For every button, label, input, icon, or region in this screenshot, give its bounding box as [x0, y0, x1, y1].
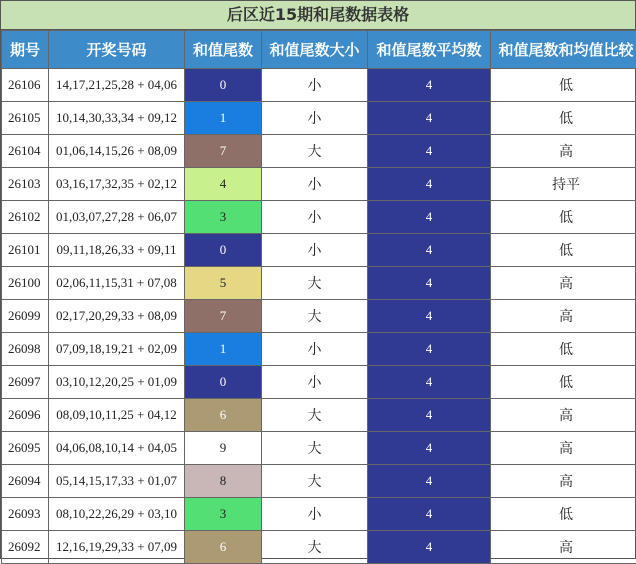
cell-size: 小 — [262, 333, 368, 366]
cell-avg: 4 — [368, 300, 491, 333]
cell-avg: 4 — [368, 432, 491, 465]
table-row — [2, 135, 636, 168]
cell-tail: 0 — [185, 366, 262, 399]
cell-avg: 4 — [368, 399, 491, 432]
cell-compare: 高 — [491, 465, 636, 498]
cell-compare: 高 — [491, 531, 636, 564]
cell-tail: 0 — [185, 69, 262, 102]
cell-size: 小 — [262, 102, 368, 135]
cell-issue: 26093 — [2, 498, 49, 531]
cell-size: 大 — [262, 399, 368, 432]
cell-tail: 3 — [185, 498, 262, 531]
cell-size: 小 — [262, 168, 368, 201]
header-row — [2, 31, 636, 69]
cell-tail: 4 — [185, 168, 262, 201]
cell-compare: 高 — [491, 135, 636, 168]
table-row — [2, 498, 636, 531]
cell-size: 小 — [262, 201, 368, 234]
cell-numbers: 05,14,15,17,33 + 01,07 — [49, 465, 185, 498]
table-row — [2, 333, 636, 366]
data-table — [1, 30, 636, 564]
cell-compare: 低 — [491, 498, 636, 531]
cell-tail: 6 — [185, 531, 262, 564]
cell-avg: 4 — [368, 168, 491, 201]
cell-compare: 高 — [491, 267, 636, 300]
cell-compare: 低 — [491, 234, 636, 267]
cell-issue: 26095 — [2, 432, 49, 465]
cell-numbers: 01,06,14,15,26 + 08,09 — [49, 135, 185, 168]
cell-tail: 1 — [185, 102, 262, 135]
cell-size: 大 — [262, 531, 368, 564]
header-size: 和值尾数大小 — [262, 31, 368, 69]
cell-numbers: 02,17,20,29,33 + 08,09 — [49, 300, 185, 333]
cell-compare: 低 — [491, 366, 636, 399]
table-row — [2, 300, 636, 333]
cell-avg: 4 — [368, 102, 491, 135]
cell-numbers: 14,17,21,25,28 + 04,06 — [49, 69, 185, 102]
cell-issue: 26101 — [2, 234, 49, 267]
header-avg: 和值尾数平均数 — [368, 31, 491, 69]
cell-size: 大 — [262, 267, 368, 300]
cell-issue: 26104 — [2, 135, 49, 168]
table-title: 后区近15期和尾数据表格 — [1, 1, 635, 30]
table-row — [2, 102, 636, 135]
cell-tail: 9 — [185, 432, 262, 465]
header-compare: 和值尾数和均值比较 — [491, 31, 636, 69]
cell-compare: 低 — [491, 69, 636, 102]
cell-numbers: 02,06,11,15,31 + 07,08 — [49, 267, 185, 300]
cell-numbers: 03,10,12,20,25 + 01,09 — [49, 366, 185, 399]
cell-compare: 低 — [491, 201, 636, 234]
cell-size: 大 — [262, 300, 368, 333]
cell-numbers: 12,16,19,29,33 + 07,09 — [49, 531, 185, 564]
cell-avg: 4 — [368, 333, 491, 366]
cell-avg: 4 — [368, 531, 491, 564]
cell-avg: 4 — [368, 498, 491, 531]
header-numbers: 开奖号码 — [49, 31, 185, 69]
table-row — [2, 69, 636, 102]
cell-avg: 4 — [368, 234, 491, 267]
cell-issue: 26100 — [2, 267, 49, 300]
cell-tail: 1 — [185, 333, 262, 366]
cell-issue: 26105 — [2, 102, 49, 135]
cell-numbers: 10,14,30,33,34 + 09,12 — [49, 102, 185, 135]
table-row — [2, 234, 636, 267]
cell-size: 小 — [262, 366, 368, 399]
cell-tail: 7 — [185, 135, 262, 168]
cell-avg: 4 — [368, 267, 491, 300]
cell-compare: 高 — [491, 399, 636, 432]
cell-tail: 3 — [185, 201, 262, 234]
cell-issue: 26098 — [2, 333, 49, 366]
cell-issue: 26099 — [2, 300, 49, 333]
cell-tail: 0 — [185, 234, 262, 267]
table-row — [2, 465, 636, 498]
cell-tail: 6 — [185, 399, 262, 432]
table-row — [2, 267, 636, 300]
cell-issue: 26094 — [2, 465, 49, 498]
cell-numbers: 04,06,08,10,14 + 04,05 — [49, 432, 185, 465]
cell-tail: 7 — [185, 300, 262, 333]
cell-numbers: 03,16,17,32,35 + 02,12 — [49, 168, 185, 201]
table-row — [2, 168, 636, 201]
cell-size: 大 — [262, 135, 368, 168]
cell-compare: 高 — [491, 432, 636, 465]
cell-issue: 26102 — [2, 201, 49, 234]
cell-size: 小 — [262, 69, 368, 102]
cell-numbers: 08,09,10,11,25 + 04,12 — [49, 399, 185, 432]
table-row — [2, 432, 636, 465]
cell-compare: 低 — [491, 333, 636, 366]
header-tail: 和值尾数 — [185, 31, 262, 69]
cell-issue: 26092 — [2, 531, 49, 564]
cell-compare: 低 — [491, 102, 636, 135]
header-issue: 期号 — [2, 31, 49, 69]
cell-compare: 高 — [491, 300, 636, 333]
cell-issue: 26103 — [2, 168, 49, 201]
cell-tail: 8 — [185, 465, 262, 498]
cell-numbers: 07,09,18,19,21 + 02,09 — [49, 333, 185, 366]
cell-avg: 4 — [368, 69, 491, 102]
cell-numbers: 09,11,18,26,33 + 09,11 — [49, 234, 185, 267]
cell-avg: 4 — [368, 465, 491, 498]
cell-issue: 26097 — [2, 366, 49, 399]
cell-size: 小 — [262, 498, 368, 531]
table-row — [2, 366, 636, 399]
cell-avg: 4 — [368, 201, 491, 234]
cell-tail: 5 — [185, 267, 262, 300]
table-row — [2, 201, 636, 234]
cell-issue: 26096 — [2, 399, 49, 432]
cell-avg: 4 — [368, 366, 491, 399]
cell-numbers: 08,10,22,26,29 + 03,10 — [49, 498, 185, 531]
cell-numbers: 01,03,07,27,28 + 06,07 — [49, 201, 185, 234]
cell-size: 大 — [262, 432, 368, 465]
cell-issue: 26106 — [2, 69, 49, 102]
table-body — [2, 69, 636, 564]
cell-size: 大 — [262, 465, 368, 498]
cell-compare: 持平 — [491, 168, 636, 201]
cell-size: 小 — [262, 234, 368, 267]
table-row — [2, 399, 636, 432]
cell-avg: 4 — [368, 135, 491, 168]
